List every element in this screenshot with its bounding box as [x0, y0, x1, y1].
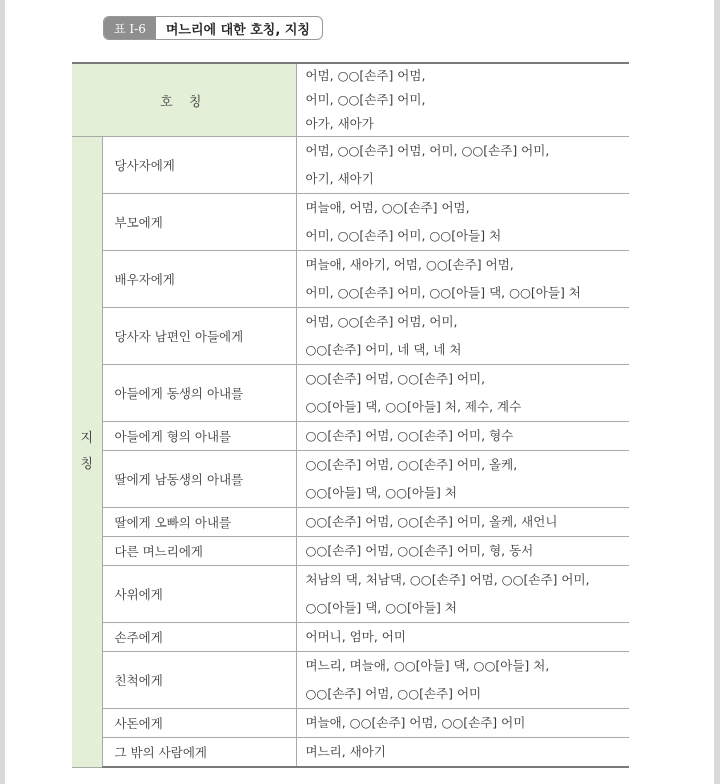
- row-value-line: 며늘애, 새아기, 어멈, ○○[손주] 어멈,: [305, 257, 514, 272]
- row-value: [296, 451, 629, 508]
- row-label: 당사자에게: [102, 137, 296, 194]
- row-value-line: 며느리, 며늘애, ○○[아들] 댁, ○○[아들] 처,: [305, 658, 550, 673]
- row-value-line: ○○[손주] 어미, 네 댁, 네 처: [305, 342, 462, 357]
- hoching-value-line: 아가, 새아가: [305, 116, 374, 131]
- row-value-line: 며늘애, ○○[손주] 어멈, ○○[손주] 어미: [305, 715, 526, 730]
- row-label: 친척에게: [102, 652, 296, 709]
- row-label: 아들에게 형의 아내를: [102, 422, 296, 451]
- row-label: 아들에게 동생의 아내를: [102, 365, 296, 422]
- table-row: [72, 451, 629, 508]
- row-value-line: ○○[손주] 어멈, ○○[손주] 어미: [305, 686, 482, 701]
- table-row: [72, 194, 629, 251]
- table-row: [72, 251, 629, 308]
- row-value-line: 며늘애, 어멈, ○○[손주] 어멈,: [305, 200, 470, 215]
- table-row: [72, 652, 629, 709]
- row-value: [296, 652, 629, 709]
- table-title: 며느리에 대한 호칭, 지칭: [165, 22, 310, 38]
- row-value: [296, 566, 629, 623]
- jiching-label: [72, 137, 102, 768]
- row-value-line: 어멈, ○○[손주] 어멈, 어미, ○○[손주] 어미,: [305, 143, 550, 158]
- row-value-line: 며느리, 새아기: [305, 744, 386, 759]
- row-label: 다른 며느리에게: [102, 537, 296, 566]
- row-value-line: ○○[아들] 댁, ○○[아들] 처, 제수, 계수: [305, 399, 522, 414]
- row-label: 딸에게 남동생의 아내를: [102, 451, 296, 508]
- row-value: [296, 251, 629, 308]
- row-label: 사돈에게: [102, 709, 296, 738]
- row-value-line: 어멈, ○○[손주] 어멈, 어미,: [305, 314, 458, 329]
- jiching-char: 칭: [80, 456, 94, 472]
- row-label: 손주에게: [102, 623, 296, 652]
- table-caption: [103, 16, 323, 40]
- row-value-line: ○○[손주] 어멈, ○○[손주] 어미, 올케, 새언니: [305, 514, 558, 529]
- row-label: 딸에게 오빠의 아내를: [102, 508, 296, 537]
- hoching-values: [296, 63, 629, 137]
- row-value: [296, 537, 629, 566]
- table-row: [72, 508, 629, 537]
- row-value-line: ○○[손주] 어멈, ○○[손주] 어미, 형수: [305, 428, 514, 443]
- row-value: [296, 709, 629, 738]
- table-row: [72, 137, 629, 194]
- row-value: [296, 738, 629, 768]
- table-row: [72, 709, 629, 738]
- hoching-value-line: 어미, ○○[손주] 어미,: [305, 92, 426, 107]
- table-number: 표 Ⅰ-6: [104, 17, 156, 39]
- hoching-label: 호 칭: [72, 63, 296, 137]
- hoching-row: [72, 63, 629, 137]
- row-value: [296, 365, 629, 422]
- row-value-line: 어미, ○○[손주] 어미, ○○[아들] 처: [305, 228, 502, 243]
- jiching-char: 지: [80, 430, 94, 446]
- table-row: [72, 566, 629, 623]
- row-label: 부모에게: [102, 194, 296, 251]
- row-value-line: ○○[아들] 댁, ○○[아들] 처: [305, 485, 457, 500]
- row-value: [296, 308, 629, 365]
- document-page: [5, 0, 714, 784]
- row-label: 배우자에게: [102, 251, 296, 308]
- address-terms-table: [72, 62, 629, 768]
- row-value-line: ○○[손주] 어멈, ○○[손주] 어미,: [305, 371, 486, 386]
- row-value: [296, 194, 629, 251]
- table-row: [72, 422, 629, 451]
- table-row: [72, 623, 629, 652]
- row-value-line: ○○[아들] 댁, ○○[아들] 처: [305, 600, 457, 615]
- table-row: [72, 738, 629, 768]
- row-value-line: 처남의 댁, 처남댁, ○○[손주] 어멈, ○○[손주] 어미,: [305, 572, 590, 587]
- row-value-line: ○○[손주] 어멈, ○○[손주] 어미, 형, 동서: [305, 543, 534, 558]
- table-row: [72, 308, 629, 365]
- row-value: [296, 422, 629, 451]
- hoching-value-line: 어멈, ○○[손주] 어멈,: [305, 68, 426, 83]
- row-value: [296, 137, 629, 194]
- row-value: [296, 508, 629, 537]
- table-row: [72, 537, 629, 566]
- row-value-line: 어미, ○○[손주] 어미, ○○[아들] 댁, ○○[아들] 처: [305, 285, 581, 300]
- row-value-line: 아기, 새아기: [305, 171, 374, 186]
- row-value: [296, 623, 629, 652]
- row-label: 당사자 남편인 아들에게: [102, 308, 296, 365]
- row-value-line: 어머니, 엄마, 어미: [305, 629, 406, 644]
- row-label: 사위에게: [102, 566, 296, 623]
- table-row: [72, 365, 629, 422]
- row-value-line: ○○[손주] 어멈, ○○[손주] 어미, 올케,: [305, 457, 518, 472]
- row-label: 그 밖의 사람에게: [102, 738, 296, 768]
